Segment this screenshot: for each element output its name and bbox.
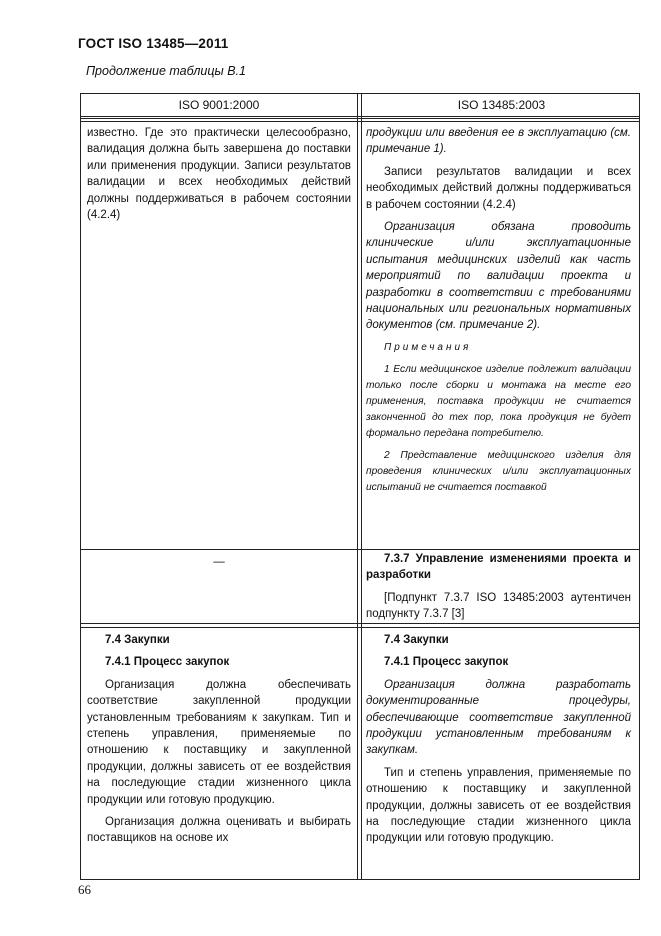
note-1: 1 Если медицинское изделие подлежит валидации только после сборки и монтажа на месте его применения, поставка продукции не считается законченной до тех пор, пока продукция не будет формально передана потребителю.: [366, 364, 631, 440]
row3-right-cell: [366, 632, 631, 847]
row1-left-cell: [87, 125, 351, 223]
note-2: 2 Представление медицинского изделия для проведения клинических и/или эксплуатационных испытаний не считается поставкой: [366, 450, 631, 494]
row2-right-text: [Подпункт 7.3.7 ISO 13485:2003 аутентичен подпункту 7.3.7 [3]: [366, 591, 631, 621]
row3-right-heading2: 7.4.1 Процесс закупок: [384, 656, 509, 669]
row-divider: [81, 549, 639, 550]
header-divider: [81, 116, 639, 117]
row3-left-cell: [87, 632, 351, 847]
row3-left-heading1: 7.4 Закупки: [105, 634, 170, 646]
standard-title: ГОСТ ISO 13485—2011: [78, 36, 229, 51]
row3-left-heading2: 7.4.1 Процесс закупок: [105, 656, 230, 669]
row-divider: [81, 627, 639, 628]
page-number: 66: [78, 882, 91, 897]
column-divider: [361, 94, 362, 879]
row3-right-heading1: 7.4 Закупки: [384, 634, 449, 646]
table-continuation-label: Продолжение таблицы В.1: [86, 64, 246, 78]
row3-right-para1: Организация должна разработать документированные процедуры, обеспечивающие соответствие закупленной продукции установленным требованиям к закупкам.: [366, 678, 631, 757]
row1-right-para1: продукции или введения ее в эксплуатацию (см. примечание 1).: [366, 127, 631, 156]
row1-right-para3: Организация обязана проводить клинические и/или эксплуатационные испытания медицинских изделий как часть мероприятий по валидации проекта и разработки в соответствии с требованиями национальных или региональных нормативных документов (см. примечание 2).: [366, 221, 631, 332]
column-divider: [357, 94, 358, 879]
row3-left-para1: Организация должна обеспечивать соответствие закупленной продукции установленным требованиям к закупкам. Тип и степень управления, применяемые по отношению к поставщику и закупленной продукции, должны зависеть от ее воздействия на последующие стадии жизненного цикла продукции или готовую продукцию.: [87, 678, 351, 806]
column-header-iso13485: ISO 13485:2003: [457, 98, 546, 112]
row2-left-cell: [87, 554, 351, 570]
row1-right-para2: Записи результатов валидации и всех необходимых действий должны поддерживаться в рабочем состоянии (4.2.4): [366, 165, 631, 211]
comparison-table: [80, 93, 640, 880]
row1-right-cell: [366, 125, 631, 496]
row2-left-dash: —: [213, 556, 225, 568]
row2-right-cell: [366, 551, 631, 623]
row2-right-heading: 7.3.7 Управление изменениями проекта и разработки: [366, 553, 631, 582]
column-header-iso9001: ISO 9001:2000: [178, 98, 260, 112]
row1-left-text: известно. Где это практически целесообразно, валидация должна быть завершена до поставки или применения продукции. Записи результатов валидации и всех необходимых действий должны поддерживаться в рабочем состоянии (4.2.4): [87, 127, 351, 222]
row3-left-para2: Организация должна оценивать и выбирать поставщиков на основе их: [87, 816, 351, 845]
notes-label: Примечания: [384, 341, 472, 353]
row-divider: [81, 623, 639, 624]
row3-right-para2: Тип и степень управления, применяемые по отношению к поставщику и закупленной продукции, должны зависеть от ее воздействия на последующие стадии жизненного цикла продукции или готовую продукцию.: [366, 766, 631, 845]
header-divider: [81, 118, 639, 122]
